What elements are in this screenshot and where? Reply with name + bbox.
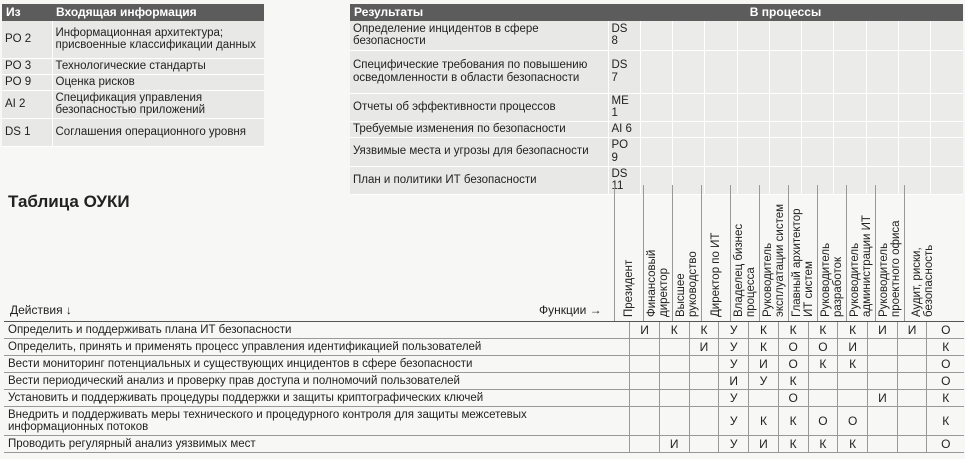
input-info: Информационная архитектура; присвоенные классификации данных <box>52 21 264 58</box>
raci-cell <box>897 407 927 436</box>
column-header <box>730 185 759 321</box>
raci-cell <box>689 436 719 453</box>
raci-cell: К <box>778 322 808 339</box>
functions-label: Функции → <box>539 303 602 317</box>
raci-cell: О <box>838 407 868 436</box>
raci-cell: К <box>659 322 689 339</box>
column-header-label: Владелец бизнес процесса <box>733 223 757 317</box>
output-to: DS 8 <box>608 21 640 50</box>
raci-row <box>4 436 964 453</box>
raci-cell: И <box>838 339 868 356</box>
input-info: Оценка рисков <box>52 74 264 90</box>
raci-cell <box>897 436 927 453</box>
column-header-label: Руководитель администрации ИТ <box>849 215 873 317</box>
raci-cell <box>659 373 689 390</box>
raci-cell: К <box>749 339 779 356</box>
raci-cell <box>808 373 838 390</box>
column-header-label: Финансовый директор <box>646 249 670 317</box>
raci-cell <box>659 356 689 373</box>
raci-cell: И <box>897 322 927 339</box>
raci-cell: К <box>808 436 838 453</box>
raci-action: Установить и поддерживать процедуры поддержки и защиты криптографических ключей <box>4 390 630 407</box>
column-header <box>672 185 701 321</box>
inputs-header-from: Из <box>2 4 52 21</box>
raci-cell <box>868 407 898 436</box>
column-header-label: Директор по ИТ <box>710 232 722 317</box>
raci-cell: О <box>808 339 838 356</box>
raci-cell <box>808 390 838 407</box>
column-header-label: Главный архитектор ИТ систем <box>791 208 815 317</box>
raci-cell: О <box>927 436 964 453</box>
raci-cell: К <box>808 356 838 373</box>
raci-cell: К <box>778 407 808 436</box>
raci-cell: И <box>868 322 898 339</box>
outputs-header-result: Результаты <box>350 4 608 21</box>
column-header <box>643 185 672 321</box>
inputs-header-info: Входящая информация <box>52 4 264 21</box>
raci-header <box>4 185 964 321</box>
raci-row <box>4 339 964 356</box>
raci-cell: К <box>689 322 719 339</box>
raci-title: Таблица ОУКИ <box>8 192 130 211</box>
raci-cell <box>897 339 927 356</box>
raci-cell: К <box>749 407 779 436</box>
raci-action: Внедрить и поддерживать меры технического и процедурного контроля для защиты межсетевых информационных потоков <box>4 407 630 436</box>
column-header-label: Президент <box>623 259 635 317</box>
input-info: Соглашения операционного уровня <box>52 118 264 146</box>
output-to: AI 6 <box>608 121 640 137</box>
raci-cell: К <box>808 322 838 339</box>
column-header-label: Руководитель разработок <box>820 242 844 317</box>
output-result: Требуемые изменения по безопасности <box>350 121 608 137</box>
column-header <box>759 185 788 321</box>
input-from: PO 2 <box>2 21 52 58</box>
raci-cell <box>897 390 927 407</box>
raci-cell <box>868 339 898 356</box>
raci-cell <box>838 373 868 390</box>
raci-cell <box>659 407 689 436</box>
raci-cell: О <box>927 322 964 339</box>
column-header-label: Руководитель эксплуатации систем <box>762 203 786 317</box>
output-to: DS 7 <box>608 50 640 93</box>
raci-cell <box>897 356 927 373</box>
column-header <box>701 185 730 321</box>
raci-cell: К <box>927 339 964 356</box>
output-result: Уязвимые места и угрозы для безопасности <box>350 137 608 166</box>
raci-cell: У <box>719 322 749 339</box>
input-from: PO 9 <box>2 74 52 90</box>
raci-cell: К <box>838 356 868 373</box>
output-result: Определение инцидентов в сфере безопасности <box>350 21 608 50</box>
raci-cell: И <box>868 390 898 407</box>
raci-cell <box>630 407 660 436</box>
raci-row <box>4 322 964 339</box>
raci-cell: К <box>927 407 964 436</box>
raci-cell: О <box>778 339 808 356</box>
raci-table <box>4 321 964 453</box>
raci-action: Вести периодический анализ и проверку прав доступа и полномочий пользователей <box>4 373 630 390</box>
raci-cell: И <box>719 373 749 390</box>
raci-cell: И <box>749 356 779 373</box>
input-info: Технологические стандарты <box>52 58 264 74</box>
outputs-table <box>350 4 963 195</box>
raci-action: Определить, принять и применять процесс управления идентификацией пользователей <box>4 339 630 356</box>
raci-cell <box>659 339 689 356</box>
raci-cell: У <box>719 436 749 453</box>
output-to: PO 9 <box>608 137 640 166</box>
raci-cell <box>630 373 660 390</box>
inputs-table <box>2 4 264 147</box>
column-header <box>788 185 817 321</box>
raci-cell <box>630 436 660 453</box>
outputs-header-to: В процессы <box>608 4 963 21</box>
column-header <box>614 185 643 321</box>
column-header <box>846 185 875 321</box>
raci-cell <box>868 356 898 373</box>
raci-cell: И <box>659 436 689 453</box>
raci-row <box>4 373 964 390</box>
raci-cell: У <box>749 373 779 390</box>
column-header <box>904 185 940 321</box>
raci-cell: О <box>778 356 808 373</box>
raci-cell: К <box>927 390 964 407</box>
raci-cell <box>630 356 660 373</box>
column-header-label: Аудит, риски, безопасность <box>910 244 935 317</box>
output-result: Специфические требования по повышению осведомленности в области безопасности <box>350 50 608 93</box>
raci-cell: К <box>778 373 808 390</box>
column-header-label: Высшее руководство <box>675 251 699 317</box>
column-header <box>875 185 904 321</box>
raci-cell <box>630 339 660 356</box>
raci-cell: О <box>778 390 808 407</box>
raci-cell <box>897 373 927 390</box>
raci-cell <box>689 356 719 373</box>
raci-cell: У <box>719 390 749 407</box>
raci-cell: У <box>719 339 749 356</box>
input-from: DS 1 <box>2 118 52 146</box>
raci-cell <box>868 436 898 453</box>
raci-cell: И <box>630 322 660 339</box>
raci-cell <box>659 390 689 407</box>
raci-row <box>4 407 964 436</box>
column-header <box>817 185 846 321</box>
raci-cell: И <box>689 339 719 356</box>
raci-cell <box>749 390 779 407</box>
raci-action: Проводить регулярный анализ уязвимых мест <box>4 436 630 453</box>
raci-cell <box>689 407 719 436</box>
raci-cell: У <box>719 407 749 436</box>
output-result: План и политики ИТ безопасности <box>350 166 608 194</box>
raci-cell: К <box>838 436 868 453</box>
raci-cell <box>689 390 719 407</box>
output-result: Отчеты об эффективности процессов <box>350 93 608 121</box>
output-to: ME 1 <box>608 93 640 121</box>
raci-cell: К <box>838 322 868 339</box>
raci-row <box>4 356 964 373</box>
raci-cell <box>689 373 719 390</box>
raci-cell <box>838 390 868 407</box>
input-info: Спецификация управления безопасностью приложений <box>52 90 264 118</box>
raci-cell <box>868 373 898 390</box>
raci-cell <box>630 390 660 407</box>
raci-cell: У <box>719 356 749 373</box>
raci-cell: О <box>927 373 964 390</box>
raci-cell: К <box>778 436 808 453</box>
raci-row <box>4 390 964 407</box>
raci-cell: И <box>749 436 779 453</box>
raci-cell: К <box>749 322 779 339</box>
actions-label: Действия ↓ <box>10 303 72 317</box>
column-header-label: Руководитель проектного офиса <box>878 220 902 317</box>
input-from: AI 2 <box>2 90 52 118</box>
input-from: PO 3 <box>2 58 52 74</box>
raci-cell: О <box>808 407 838 436</box>
output-to: DS 11 <box>608 166 640 194</box>
raci-action: Вести мониторинг потенциальных и существующих инцидентов в сфере безопасности <box>4 356 630 373</box>
raci-cell: О <box>927 356 964 373</box>
raci-action: Определить и поддерживать плана ИТ безопасности <box>4 322 630 339</box>
